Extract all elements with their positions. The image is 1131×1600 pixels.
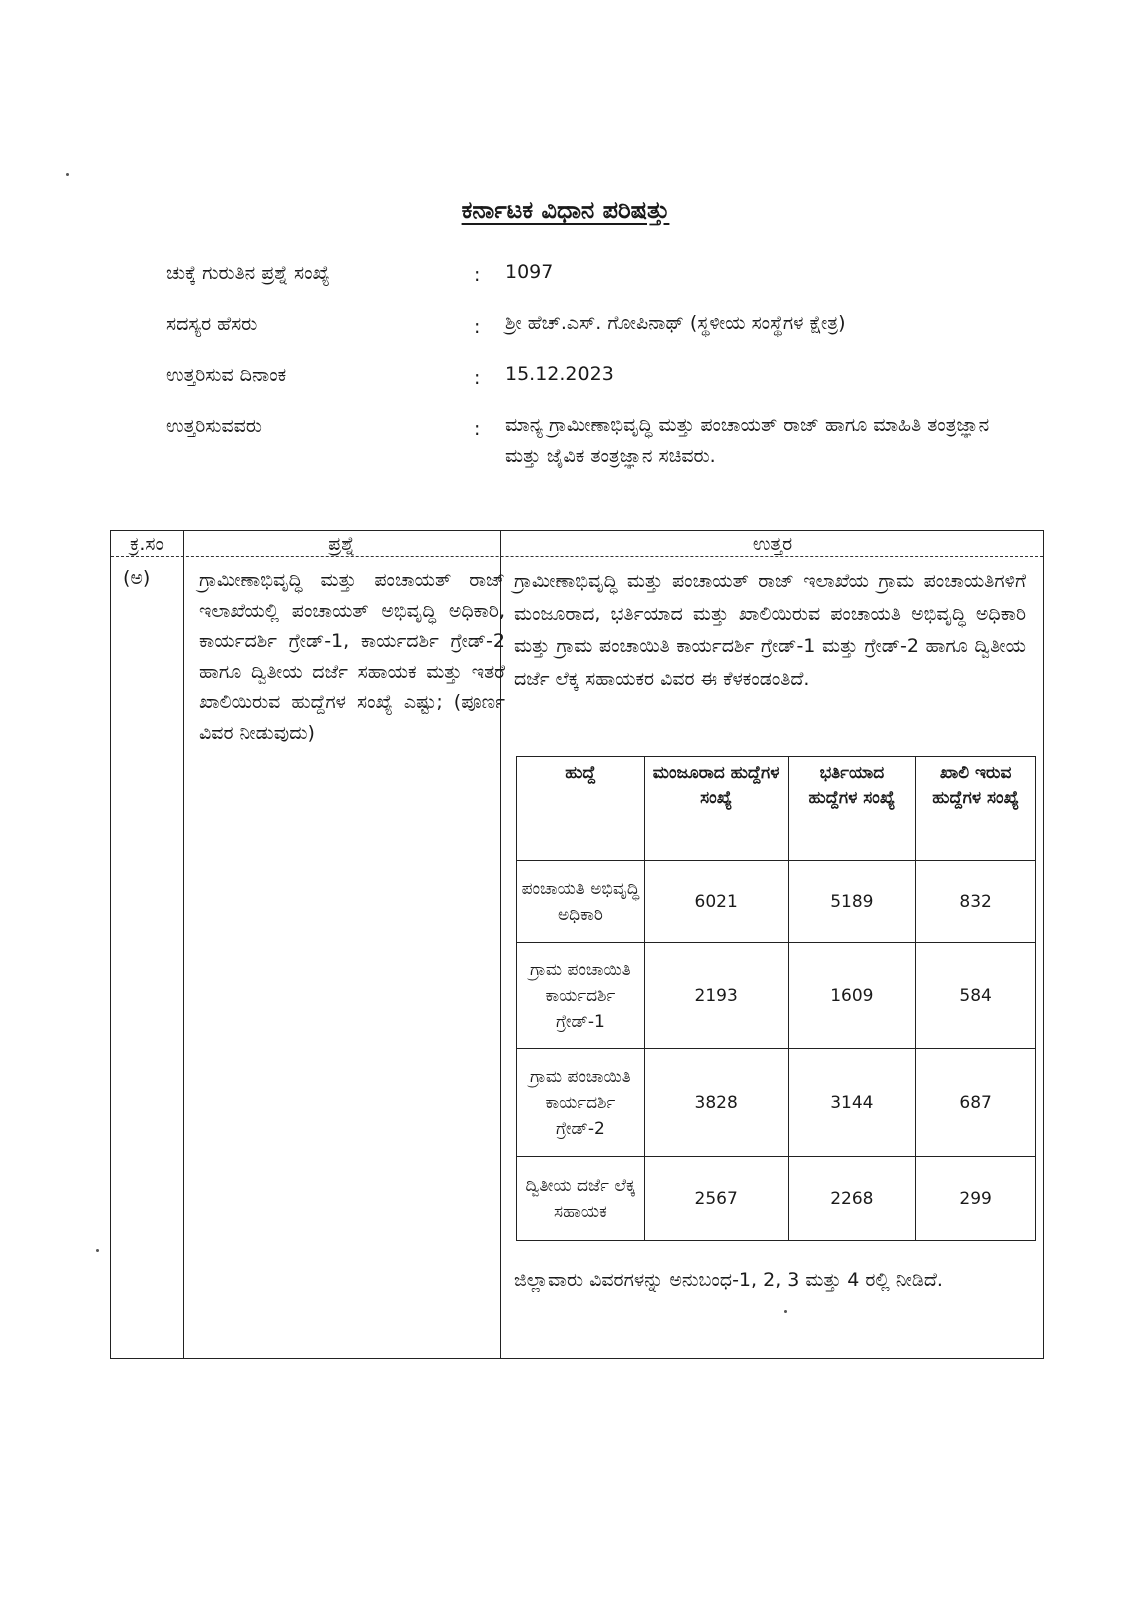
document-title: ಕರ್ನಾಟಕ ವಿಧಾನ ಪರಿಷತ್ತು <box>461 196 670 224</box>
table-row <box>517 1157 1036 1241</box>
vacant-count: 687 <box>916 1049 1036 1157</box>
question-number-label: ಚುಕ್ಕೆ ಗುರುತಿನ ಪ್ರಶ್ನೆ ಸಂಖ್ಯೆ <box>166 262 330 284</box>
answer-intro: ಗ್ರಾಮೀಣಾಭಿವೃದ್ಧಿ ಮತ್ತು ಪಂಚಾಯತ್ ರಾಜ್ ಇಲಾಖೆಯ ಗ್ರಾಮ ಪಂಚಾಯತಿಗಳಿಗೆ ಮಂಜೂರಾದ, ಭರ್ತಿಯಾದ ಮತ್ತು ಖಾಲಿಯಿರುವ ಪಂಚಾಯತಿ ಅಭಿವೃದ್ಧಿ ಅಧಿಕಾರಿ ಮತ್ತು ಗ್ರಾಮ ಪಂಚಾಯಿತಿ ಕಾರ್ಯದರ್ಶಿ ಗ್ರೇಡ್-1 ಮತ್ತು ಗ್ರೇಡ್-2 ಹಾಗೂ ದ್ವಿತೀಯ ದರ್ಜೆ ಲೆಕ್ಕ ಸಹಾಯಕರ ವಿವರ ಈ ಕೆಳಕಂಡಂತಿದೆ. <box>514 570 1026 690</box>
header-divider <box>111 556 1043 557</box>
column-header-filled: ಭರ್ತಿಯಾದ ಹುದ್ದೆಗಳ ಸಂಖ್ಯೆ <box>788 757 916 861</box>
posts-table <box>516 756 1036 1241</box>
column-header-post: ಹುದ್ದೆ <box>517 757 645 861</box>
colon: : <box>474 316 481 338</box>
table-row <box>517 861 1036 943</box>
post-name: ಪಂಚಾಯತಿ ಅಭಿವೃದ್ಧಿ ಅಧಿಕಾರಿ <box>517 861 645 943</box>
table-row <box>517 943 1036 1049</box>
colon: : <box>474 367 481 389</box>
sanctioned-count: 6021 <box>644 861 788 943</box>
vacant-count: 832 <box>916 861 1036 943</box>
column-header-sanctioned: ಮಂಜೂರಾದ ಹುದ್ದೆಗಳ ಸಂಖ್ಯೆ <box>644 757 788 861</box>
answer-footer: ಜಿಲ್ಲಾವಾರು ವಿವರಗಳನ್ನು ಅನುಬಂಧ-1, 2, 3 ಮತ್ತು 4 ರಲ್ಲಿ ನೀಡಿದೆ. <box>514 1269 943 1291</box>
filled-count: 1609 <box>788 943 916 1049</box>
filled-count: 2268 <box>788 1157 916 1241</box>
member-name-label: ಸದಸ್ಯರ ಹೆಸರು <box>166 313 258 335</box>
scan-speck <box>66 173 69 176</box>
sanctioned-count: 2193 <box>644 943 788 1049</box>
qa-table <box>110 530 1044 1359</box>
scan-speck <box>96 1249 99 1252</box>
column-header-vacant: ಖಾಲಿ ಇರುವ ಹುದ್ದೆಗಳ ಸಂಖ್ಯೆ <box>916 757 1036 861</box>
header-sno: ಕ್ರ.ಸಂ <box>130 533 164 555</box>
answered-by-label: ಉತ್ತರಿಸುವವರು <box>166 415 262 437</box>
column-divider <box>183 531 184 1358</box>
post-name: ದ್ವಿತೀಯ ದರ್ಜೆ ಲೆಕ್ಕ ಸಹಾಯಕ <box>517 1157 645 1241</box>
post-name: ಗ್ರಾಮ ಪಂಚಾಯಿತಿ ಕಾರ್ಯದರ್ಶಿ ಗ್ರೇಡ್-2 <box>517 1049 645 1157</box>
header-answer: ಉತ್ತರ <box>752 533 793 555</box>
header-question: ಪ್ರಶ್ನೆ <box>328 533 355 555</box>
question-number-value: 1097 <box>505 261 554 283</box>
filled-count: 3144 <box>788 1049 916 1157</box>
sanctioned-count: 3828 <box>644 1049 788 1157</box>
serial-number: (ಅ) <box>123 567 151 589</box>
vacant-count: 584 <box>916 943 1036 1049</box>
vacant-count: 299 <box>916 1157 1036 1241</box>
question-text: ಗ್ರಾಮೀಣಾಭಿವೃದ್ಧಿ ಮತ್ತು ಪಂಚಾಯತ್ ರಾಜ್ ಇಲಾಖೆಯಲ್ಲಿ ಪಂಚಾಯತ್ ಅಭಿವೃದ್ಧಿ ಅಧಿಕಾರಿ, ಕಾರ್ಯದರ್ಶಿ ಗ್ರೇಡ್-1, ಕಾರ್ಯದರ್ಶಿ ಗ್ರೇಡ್-2 ಹಾಗೂ ದ್ವಿತೀಯ ದರ್ಜೆ ಸಹಾಯಕ ಮತ್ತು ಇತರೆ ಖಾಲಿಯಿರುವ ಹುದ್ದೆಗಳ ಸಂಖ್ಯೆ ಎಷ್ಟು; (ಪೂರ್ಣ ವಿವರ ನೀಡುವುದು) <box>199 569 505 744</box>
sanctioned-count: 2567 <box>644 1157 788 1241</box>
colon: : <box>474 418 481 440</box>
table-row <box>517 1049 1036 1157</box>
filled-count: 5189 <box>788 861 916 943</box>
post-name: ಗ್ರಾಮ ಪಂಚಾಯಿತಿ ಕಾರ್ಯದರ್ಶಿ ಗ್ರೇಡ್-1 <box>517 943 645 1049</box>
scan-speck <box>784 1310 787 1313</box>
answered-by-value: ಮಾನ್ಯ ಗ್ರಾಮೀಣಾಭಿವೃದ್ಧಿ ಮತ್ತು ಪಂಚಾಯತ್ ರಾಜ್ ಹಾಗೂ ಮಾಹಿತಿ ತಂತ್ರಜ್ಞಾನ ಮತ್ತು ಜೈವಿಕ ತಂತ್ರಜ್ಞಾನ ಸಚಿವರು. <box>505 414 990 467</box>
answer-date-label: ಉತ್ತರಿಸುವ ದಿನಾಂಕ <box>166 364 287 386</box>
colon: : <box>474 264 481 286</box>
answer-date-value: 15.12.2023 <box>505 363 614 385</box>
member-name-value: ಶ್ರೀ ಹೆಚ್.ಎಸ್. ಗೋಪಿನಾಥ್ (ಸ್ಥಳೀಯ ಸಂಸ್ಥೆಗಳ ಕ್ಷೇತ್ರ) <box>505 312 846 334</box>
